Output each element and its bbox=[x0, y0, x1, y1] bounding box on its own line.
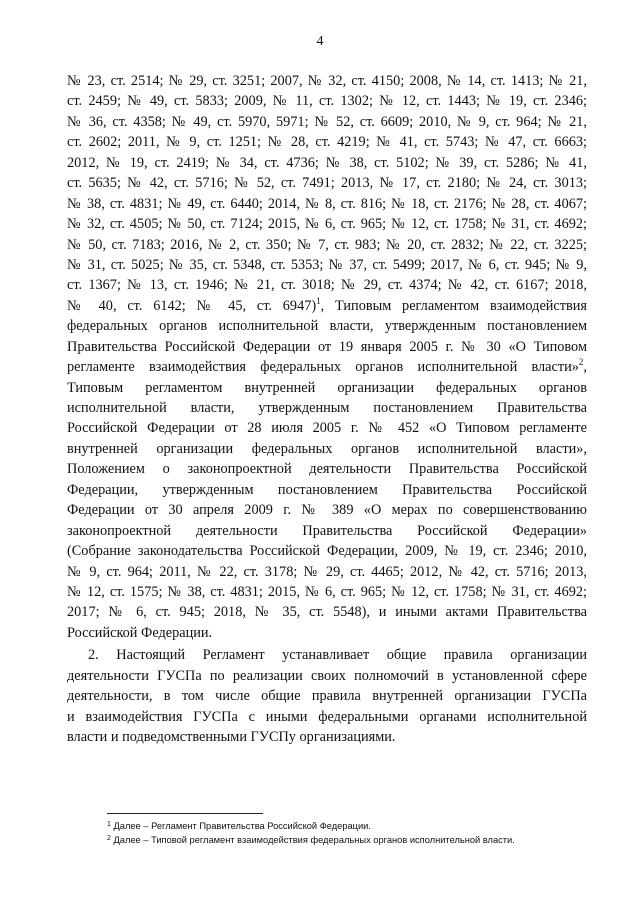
text-line: ст. 1367; № 13, ст. 1946; № 21, ст. 3018; № 29, ст. 4374; № 42, ст. 6167; 2018, bbox=[67, 277, 587, 294]
footnotes bbox=[107, 819, 587, 847]
footnote-1 bbox=[107, 819, 587, 833]
text-line: № 38, ст. 4831; № 49, ст. 6440; 2014, № 8, ст. 816; № 18, ст. 2176; № 28, ст. 4067; bbox=[67, 195, 587, 212]
text-line: исполнительной власти, утвержденным постановлением Правительства bbox=[67, 400, 587, 416]
footnote-separator bbox=[107, 813, 263, 814]
text-line: Российской Федерации. bbox=[67, 624, 213, 641]
paragraph-2-first-line: 2. Настоящий Регламент устанавливает общие правила организации bbox=[88, 647, 587, 664]
footnote-text: Далее – Типовой регламент взаимодействия федеральных органов исполнительной власти. bbox=[113, 835, 515, 845]
text-line: Правительства Российской Федерации от 19 января 2005 г. № 30 «О Типовом bbox=[67, 338, 587, 355]
text-line: и взаимодействия ГУСПа с иными федеральными органами исполнительной bbox=[67, 708, 587, 725]
text-line: № 9, ст. 964; 2011, № 22, ст. 3178; № 29, ст. 4465; 2012, № 42, ст. 5716; 2013, bbox=[67, 563, 587, 580]
text-line: (Собрание законодательства Российской Федерации, 2009, № 19, ст. 2346; 2010, bbox=[67, 543, 587, 560]
text-line: 2012, № 19, ст. 2419; № 34, ст. 4736; № 38, ст. 5102; № 39, ст. 5286; № 41, bbox=[67, 154, 587, 171]
footnote-ref-1: 1 bbox=[316, 295, 321, 306]
text-line: № 23, ст. 2514; № 29, ст. 3251; 2007, № 32, ст. 4150; 2008, № 14, ст. 1413; № 21, bbox=[67, 73, 587, 89]
footnote-marker: 1 bbox=[107, 821, 111, 828]
text-line-with-footnote bbox=[67, 296, 587, 316]
text-line: № 12, ст. 1575; № 38, ст. 4831; 2015, № 6, ст. 965; № 12, ст. 1758; № 31, ст. 4692; bbox=[67, 583, 587, 600]
footnote-ref-2: 2 bbox=[578, 357, 584, 368]
text-line: деятельности ГУСПа по реализации своих полномочий в установленной сфере bbox=[67, 667, 587, 684]
text-line: деятельности, в том числе общие правила внутренней организации ГУСПа bbox=[67, 688, 587, 705]
text-line: внутренней организации федеральных органов исполнительной власти», bbox=[67, 440, 587, 457]
text-segment: регламенте взаимодействия федеральных органов исполнительной власти» bbox=[67, 359, 579, 376]
footnote-text: Далее – Регламент Правительства Российской Федерации. bbox=[113, 821, 371, 831]
footnote-2 bbox=[107, 833, 587, 847]
text-line: № 50, ст. 7183; 2016, № 2, ст. 350; № 7, ст. 983; № 20, ст. 2832; № 22, ст. 3225; bbox=[67, 236, 587, 253]
text-line: Типовым регламентом внутренней организации федеральных органов bbox=[67, 379, 587, 396]
text-line: Федерации, утвержденным постановлением Правительства Российской bbox=[67, 481, 587, 498]
text-line: № 36, ст. 4358; № 49, ст. 5970, 5971; № 52, ст. 6609; 2010, № 9, ст. 964; № 21, bbox=[67, 113, 587, 130]
text-line: ст. 2602; 2011, № 9, ст. 1251; № 28, ст. 4219; № 41, ст. 5743; № 47, ст. 6663; bbox=[67, 134, 587, 151]
text-line: федеральных органов исполнительной власти, утвержденным постановлением bbox=[67, 318, 587, 335]
document-body bbox=[67, 71, 587, 747]
text-line: ст. 5635; № 42, ст. 5716; № 52, ст. 7491; 2013, № 17, ст. 2180; № 24, ст. 3013; bbox=[67, 175, 587, 192]
text-line: № 32, ст. 4505; № 50, ст. 7124; 2015, № 6, ст. 965; № 12, ст. 1758; № 31, ст. 4692; bbox=[67, 216, 587, 233]
text-line: № 31, ст. 5025; № 35, ст. 5348, ст. 5353; № 37, ст. 5499; 2017, № 6, ст. 945; № 9, bbox=[67, 256, 587, 273]
text-segment: № 40, ст. 6142; № 45, ст. 6947) bbox=[67, 297, 317, 314]
text-segment: , Типовым регламентом взаимодействия bbox=[320, 297, 588, 314]
text-segment: , bbox=[583, 359, 587, 376]
text-line: Федерации от 30 апреля 2009 г. № 389 «О мерах по совершенствованию bbox=[67, 502, 587, 519]
text-line: ст. 2459; № 49, ст. 5833; 2009, № 11, ст. 1302; № 12, ст. 1443; № 19, ст. 2346; bbox=[67, 93, 587, 110]
text-line-with-footnote bbox=[67, 357, 587, 377]
text-line: власти и подведомственными ГУСПу организациями. bbox=[67, 729, 396, 745]
text-line: Российской Федерации от 28 июля 2005 г. № 452 «О Типовом регламенте bbox=[67, 420, 587, 437]
text-line: Положением о законопроектной деятельности Правительства Российской bbox=[67, 461, 587, 478]
page-number: 4 bbox=[316, 34, 324, 49]
text-line: 2017; № 6, ст. 945; 2018, № 35, ст. 5548), и иными актами Правительства bbox=[67, 604, 587, 621]
footnote-marker: 2 bbox=[107, 835, 111, 842]
text-line: законопроектной деятельности Правительства Российской Федерации» bbox=[67, 522, 587, 539]
